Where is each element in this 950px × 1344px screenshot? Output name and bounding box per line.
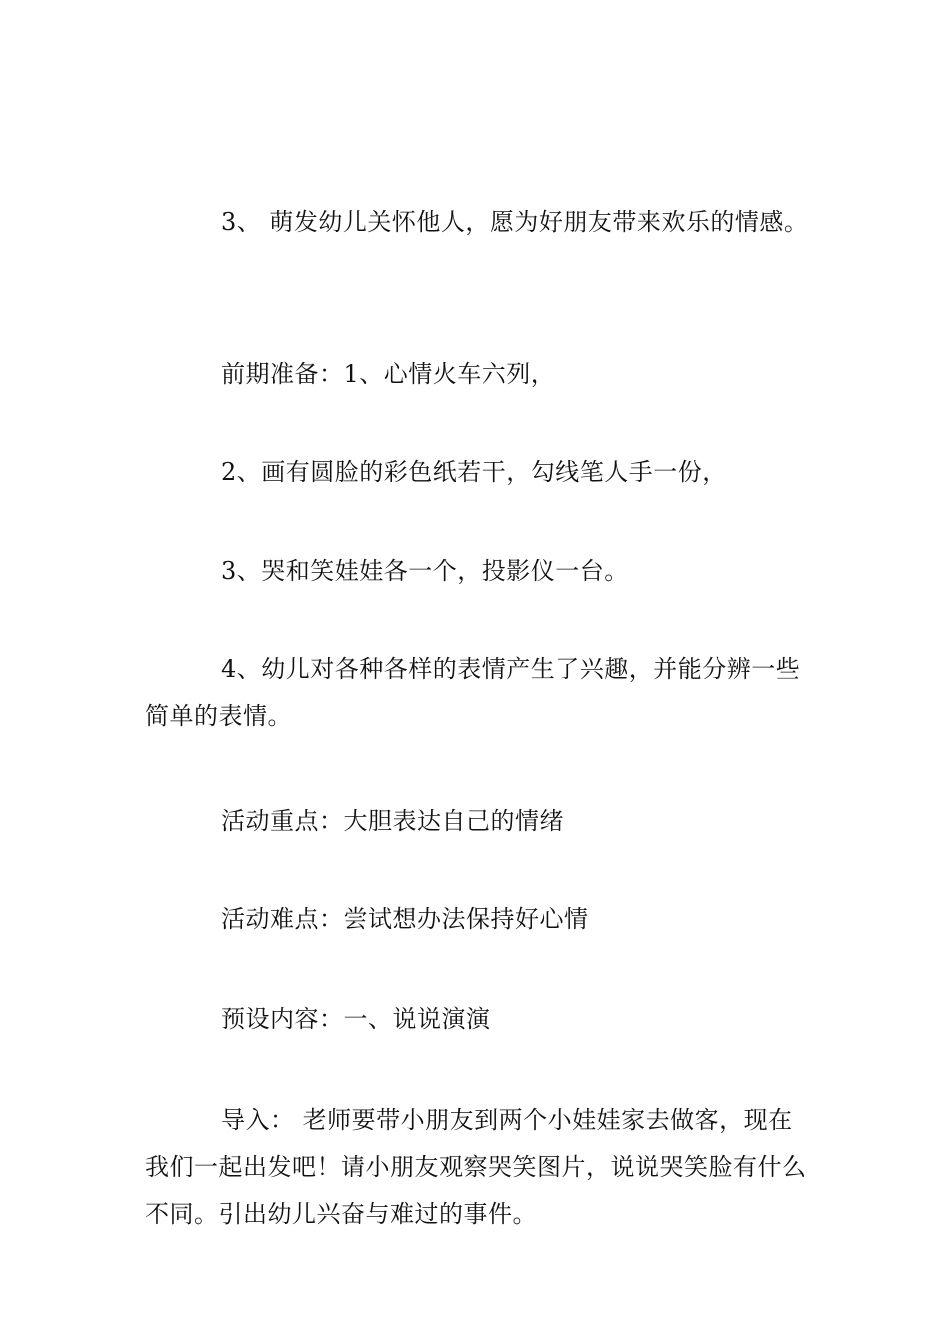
paragraph-preset-content: 预设内容：一、说说演演: [221, 1005, 491, 1033]
paragraph-introduction: 导入： 老师要带小朋友到两个小娃娃家去做客，现在我们一起出发吧！请小朋友观察哭笑图片，说说哭笑脸有什么不同。引出幼儿兴奋与难过的事件。: [145, 1106, 807, 1228]
paragraph-preparation-2: 2、画有圆脸的彩色纸若干，勾线笔人手一份，: [221, 458, 727, 486]
paragraph-preparation-1: 前期准备：1、心情火车六列，: [221, 360, 556, 388]
paragraph-key-point: 活动重点：大胆表达自己的情绪: [221, 807, 564, 835]
paragraph-goal-3: 3、 萌发幼儿关怀他人，愿为好朋友带来欢乐的情感。: [221, 208, 809, 236]
paragraph-preparation-4: 4、幼儿对各种各样的表情产生了兴趣，并能分辨一些简单的表情。: [145, 655, 801, 730]
paragraph-preparation-3: 3、哭和笑娃娃各一个，投影仪一台。: [221, 557, 629, 585]
paragraph-difficulty: 活动难点：尝试想办法保持好心情: [221, 905, 589, 933]
